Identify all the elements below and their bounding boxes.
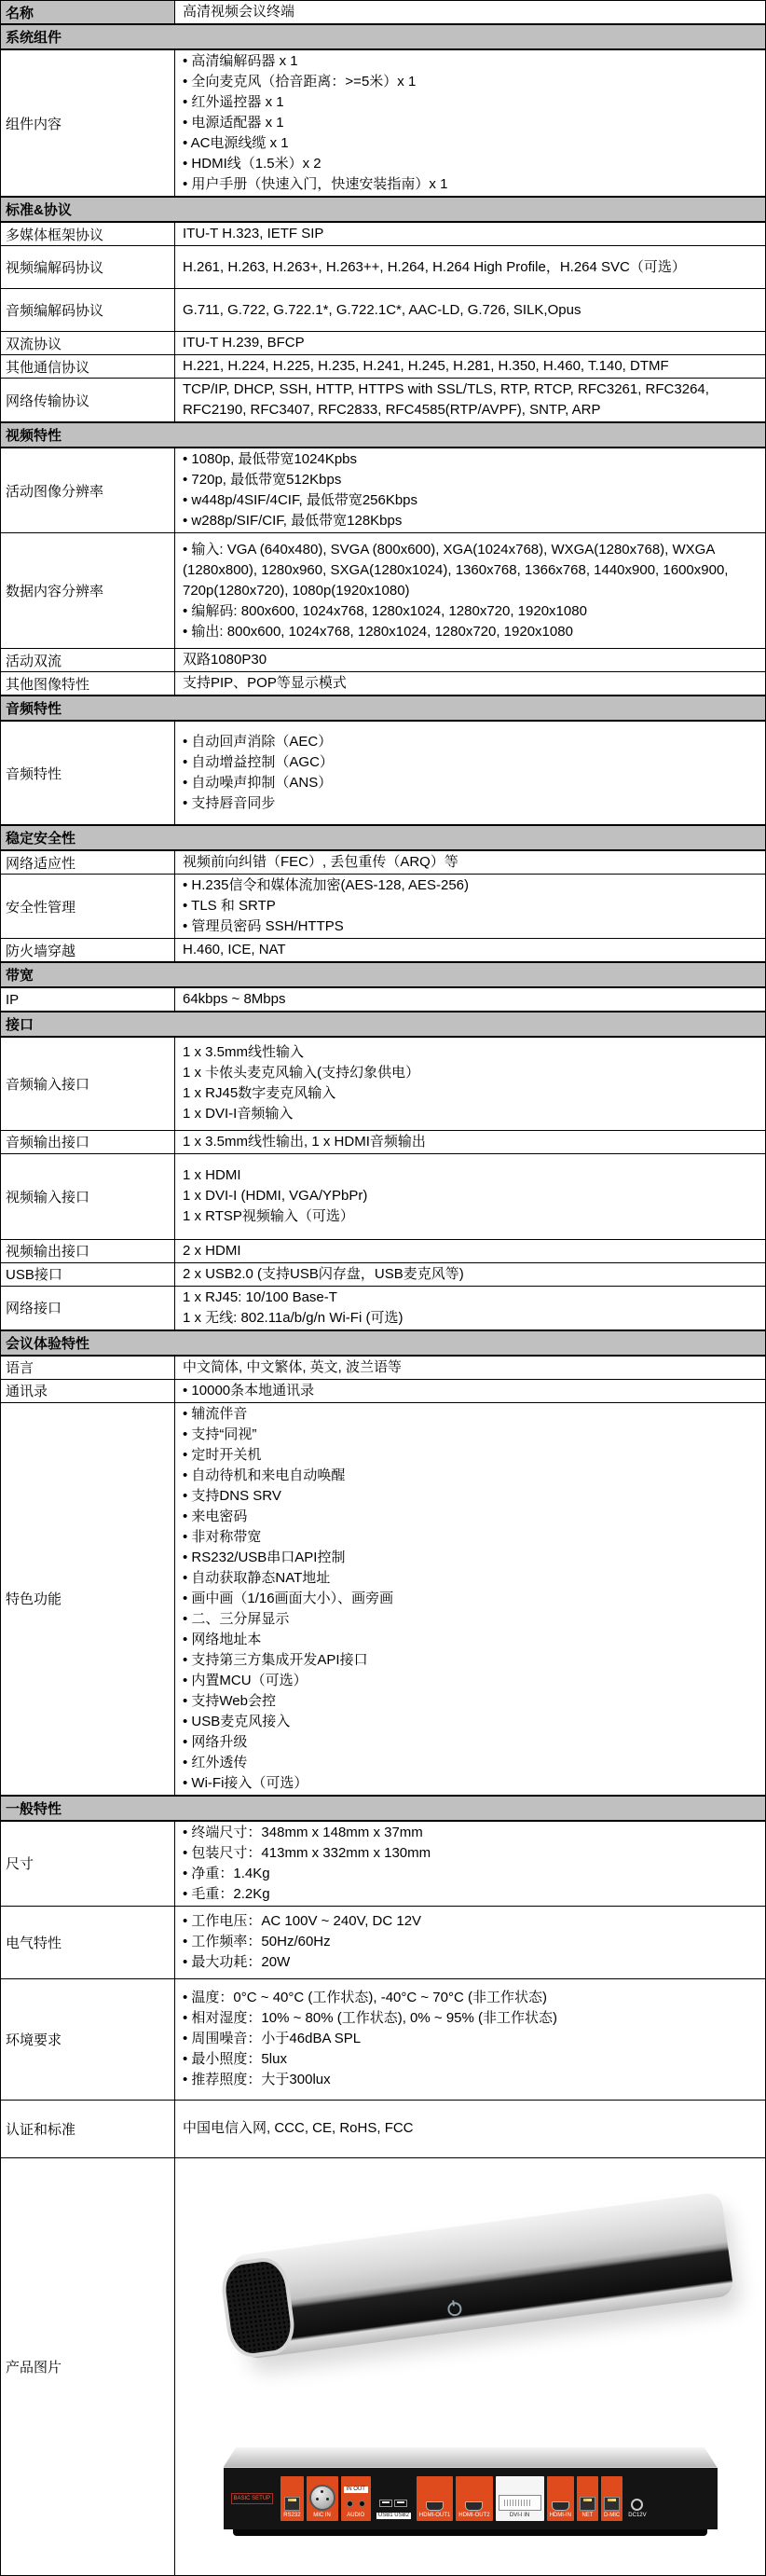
rj45-port-icon bbox=[580, 2497, 595, 2511]
spec-row bbox=[1, 1379, 766, 1402]
spec-row bbox=[1, 2157, 766, 2575]
bullet-line: • 包装尺寸：413mm x 332mm x 130mm bbox=[183, 1843, 758, 1864]
bullet-line: • 支持第三方集成开发API接口 bbox=[183, 1650, 758, 1671]
row-label: 视频编解码协议 bbox=[1, 246, 175, 289]
spec-row bbox=[1, 1978, 766, 2100]
spec-row bbox=[1, 355, 766, 379]
port-d-mic bbox=[601, 2476, 622, 2521]
bullet-line: • HDMI线（1.5米）x 2 bbox=[183, 154, 758, 174]
value-line: H.261, H.263, H.263+, H.263++, H.264, H.264 High Profile，H.264 SVC（可选） bbox=[183, 258, 686, 275]
section-row bbox=[1, 962, 766, 987]
row-label: 电气特性 bbox=[1, 1906, 175, 1978]
spec-row bbox=[1, 332, 766, 355]
row-value bbox=[175, 672, 766, 696]
row-label: 多媒体框架协议 bbox=[1, 222, 175, 246]
rj45-port-icon bbox=[284, 2497, 300, 2511]
hdmi-port-icon bbox=[465, 2501, 483, 2511]
dc-jack-icon bbox=[631, 2499, 643, 2511]
row-label: USB接口 bbox=[1, 1262, 175, 1286]
port-label: HDMI-OUT1 bbox=[418, 2512, 451, 2518]
row-value bbox=[175, 649, 766, 672]
port-label: DVI-I IN bbox=[509, 2512, 530, 2518]
bullet-line: • 网络地址本 bbox=[183, 1630, 758, 1650]
value-line: 中文简体, 中文繁体, 英文, 波兰语等 bbox=[183, 1358, 403, 1375]
product-photo-rear bbox=[224, 2447, 718, 2536]
audio-in-out-label: IN OUT bbox=[344, 2486, 368, 2493]
value-line: 64kbps ~ 8Mbps bbox=[183, 991, 286, 1007]
row-value bbox=[175, 1, 766, 25]
row-label: 语言 bbox=[1, 1356, 175, 1380]
bullet-line: • TLS 和 SRTP bbox=[183, 896, 758, 916]
bullet-line: • 1080p, 最低带宽1024Kpbs bbox=[183, 449, 758, 470]
hdmi-port-icon bbox=[426, 2501, 444, 2511]
row-value bbox=[175, 1130, 766, 1153]
row-label: 音频编解码协议 bbox=[1, 289, 175, 332]
bullet-line: • 非对称带宽 bbox=[183, 1527, 758, 1548]
port-label: DC12V bbox=[628, 2512, 647, 2518]
bullet-line: • 高清编解码器 x 1 bbox=[183, 51, 758, 72]
port-label: NET bbox=[581, 2512, 594, 2518]
bullet-line: • 最大功耗：20W bbox=[183, 1952, 758, 1973]
spec-row bbox=[1, 379, 766, 423]
section-row bbox=[1, 825, 766, 850]
row-label: 组件内容 bbox=[1, 49, 175, 197]
rj45-port-icon bbox=[604, 2497, 620, 2511]
value-line: 1 x RTSP视频输入（可选） bbox=[183, 1208, 354, 1224]
value-line: 1 x 卡侬头麦克风输入(支持幻象供电） bbox=[183, 1065, 420, 1081]
row-value bbox=[175, 1978, 766, 2100]
port-net bbox=[577, 2476, 598, 2521]
bullet-line: • 自动回声消除（AEC） bbox=[183, 732, 758, 752]
row-value bbox=[175, 49, 766, 197]
power-icon bbox=[446, 2301, 462, 2317]
product-image-cell bbox=[175, 2157, 766, 2575]
section-row bbox=[1, 24, 766, 49]
port-label: USB1 USB2 bbox=[377, 2512, 409, 2518]
bullet-line: • 自动噪声抑制（ANS） bbox=[183, 773, 758, 793]
bullet-line: • 支持“同视” bbox=[183, 1425, 758, 1445]
value-line: TCP/IP, DHCP, SSH, HTTP, HTTPS with SSL/TLS, RTP, RTCP, RFC3261, RFC3264, RFC2190, RFC3407, RFC2833, RFC4585(RTP/AVPF), SNTP, ARP bbox=[183, 381, 709, 418]
row-label: 活动图像分辨率 bbox=[1, 448, 175, 533]
value-line: G.711, G.722, G.722.1*, G.722.1C*, AAC-LD, G.726, SILK,Opus bbox=[183, 301, 581, 318]
bullet-line: • 辅流伴音 bbox=[183, 1404, 758, 1425]
bullet-line: • 工作频率：50Hz/60Hz bbox=[183, 1932, 758, 1952]
bullet-line: • 编解码: 800x600, 1024x768, 1280x1024, 1280x720, 1920x1080 bbox=[183, 601, 758, 622]
row-label: 视频输出接口 bbox=[1, 1239, 175, 1262]
row-label: 网络传输协议 bbox=[1, 379, 175, 423]
row-value bbox=[175, 246, 766, 289]
spec-row bbox=[1, 1037, 766, 1130]
bullet-line: • 工作电压：AC 100V ~ 240V, DC 12V bbox=[183, 1911, 758, 1932]
section-row bbox=[1, 696, 766, 721]
spec-row bbox=[1, 875, 766, 939]
section-header: 标准&协议 bbox=[1, 197, 766, 222]
section-header: 会议体验特性 bbox=[1, 1330, 766, 1356]
row-value bbox=[175, 332, 766, 355]
row-value bbox=[175, 1286, 766, 1330]
row-label: 网络接口 bbox=[1, 1286, 175, 1330]
spec-row bbox=[1, 721, 766, 825]
row-value bbox=[175, 289, 766, 332]
bullet-line: • 电源适配器 x 1 bbox=[183, 113, 758, 133]
bullet-line: • H.235信令和媒体流加密(AES-128, AES-256) bbox=[183, 875, 758, 896]
bullet-line: • 网络升级 bbox=[183, 1732, 758, 1753]
bullet-line: • 周围噪音：小于46dBA SPL bbox=[183, 2029, 758, 2049]
row-value bbox=[175, 1239, 766, 1262]
spec-row bbox=[1, 448, 766, 533]
port-hdmi-out2 bbox=[456, 2476, 492, 2521]
row-label: 防火墙穿越 bbox=[1, 939, 175, 963]
row-label: 产品图片 bbox=[1, 2157, 175, 2575]
row-value bbox=[175, 379, 766, 423]
spec-row bbox=[1, 1130, 766, 1153]
bullet-line: • 输入: VGA (640x480), SVGA (800x600), XGA(1024x768), WXGA(1280x768), WXGA (1280x800), 1280x960, SXGA(1280x1024), 1360x768, 1366x768, 1440x900, 1600x900, 720p(1280x720), 1080p(1920x1080) bbox=[183, 540, 758, 601]
row-label: 音频输出接口 bbox=[1, 1130, 175, 1153]
product-photo-front bbox=[191, 2205, 750, 2391]
spec-row bbox=[1, 49, 766, 197]
value-line: 双路1080P30 bbox=[183, 652, 267, 668]
bullet-line: • Wi-Fi接入（可选） bbox=[183, 1773, 758, 1794]
bullet-line: • 10000条本地通讯录 bbox=[183, 1381, 758, 1401]
row-value bbox=[175, 850, 766, 875]
section-row bbox=[1, 197, 766, 222]
row-label: 视频输入接口 bbox=[1, 1153, 175, 1239]
section-header: 系统组件 bbox=[1, 24, 766, 49]
row-value bbox=[175, 1906, 766, 1978]
bullet-line: • 管理员密码 SSH/HTTPS bbox=[183, 916, 758, 937]
value-line: 1 x 3.5mm线性输入 bbox=[183, 1044, 305, 1061]
spec-row bbox=[1, 1906, 766, 1978]
row-label: 网络适应性 bbox=[1, 850, 175, 875]
row-label: 安全性管理 bbox=[1, 875, 175, 939]
bullet-line: • 净重：1.4Kg bbox=[183, 1864, 758, 1884]
spec-row bbox=[1, 1821, 766, 1907]
port-audio bbox=[341, 2476, 371, 2521]
spec-row bbox=[1, 222, 766, 246]
row-label: 数据内容分辨率 bbox=[1, 533, 175, 649]
row-label: 双流协议 bbox=[1, 332, 175, 355]
value-line: 1 x HDMI bbox=[183, 1167, 241, 1183]
bullet-line: • 支持唇音同步 bbox=[183, 793, 758, 814]
bullet-line: • 相对湿度：10% ~ 80% (工作状态), 0% ~ 95% (非工作状态) bbox=[183, 2008, 758, 2029]
bullet-line: • 自动获取静态NAT地址 bbox=[183, 1568, 758, 1589]
section-row bbox=[1, 1796, 766, 1821]
bullet-line: • 红外遥控器 x 1 bbox=[183, 92, 758, 113]
spec-row bbox=[1, 1153, 766, 1239]
row-label: 认证和标准 bbox=[1, 2100, 175, 2157]
bullet-line: • 温度：0°C ~ 40°C (工作状态), -40°C ~ 70°C (非工作状态) bbox=[183, 1988, 758, 2008]
value-line: 1 x DVI-I (HDMI, VGA/YPbPr) bbox=[183, 1188, 368, 1204]
row-label: 特色功能 bbox=[1, 1402, 175, 1796]
value-line: 2 x USB2.0 (支持USB闪存盘，USB麦克风等) bbox=[183, 1265, 464, 1282]
row-value bbox=[175, 1262, 766, 1286]
spec-row bbox=[1, 1286, 766, 1330]
port-hdmi-in bbox=[547, 2476, 574, 2521]
bullet-line: • w448p/4SIF/4CIF, 最低带宽256Kbps bbox=[183, 490, 758, 511]
row-value bbox=[175, 987, 766, 1012]
port-label: MIC IN bbox=[313, 2512, 331, 2518]
port-label: HDMI-IN bbox=[549, 2512, 571, 2518]
rear-panel bbox=[224, 2468, 718, 2529]
row-value bbox=[175, 1153, 766, 1239]
spec-row bbox=[1, 1402, 766, 1796]
value-line: 高清视频会议终端 bbox=[183, 4, 295, 20]
hdmi-port-icon bbox=[552, 2501, 569, 2511]
row-label: 环境要求 bbox=[1, 1978, 175, 2100]
section-header: 一般特性 bbox=[1, 1796, 766, 1821]
spec-row bbox=[1, 987, 766, 1012]
row-value bbox=[175, 939, 766, 963]
row-label: 音频特性 bbox=[1, 721, 175, 825]
row-label: 名称 bbox=[1, 1, 175, 25]
value-line: ITU-T H.239, BFCP bbox=[183, 335, 305, 351]
section-header: 稳定安全性 bbox=[1, 825, 766, 850]
spec-row bbox=[1, 246, 766, 289]
port-label: RS232 bbox=[283, 2512, 301, 2518]
row-value bbox=[175, 222, 766, 246]
bullet-line: • 支持Web会控 bbox=[183, 1691, 758, 1712]
bullet-line: • w288p/SIF/CIF, 最低带宽128Kbps bbox=[183, 511, 758, 531]
value-line: H.221, H.224, H.225, H.235, H.241, H.245, H.281, H.350, H.460, T.140, DTMF bbox=[183, 358, 669, 374]
row-label: 音频输入接口 bbox=[1, 1037, 175, 1130]
row-value bbox=[175, 1037, 766, 1130]
row-value bbox=[175, 1356, 766, 1380]
row-value bbox=[175, 1402, 766, 1796]
value-line: H.460, ICE, NAT bbox=[183, 942, 286, 957]
section-header: 音频特性 bbox=[1, 696, 766, 721]
bullet-line: • USB麦克风接入 bbox=[183, 1712, 758, 1732]
row-value bbox=[175, 533, 766, 649]
value-line: ITU-T H.323, IETF SIP bbox=[183, 226, 324, 241]
section-header: 带宽 bbox=[1, 962, 766, 987]
spec-row bbox=[1, 1356, 766, 1380]
port-rs232 bbox=[280, 2476, 303, 2521]
port-dc12v bbox=[625, 2476, 649, 2521]
section-row bbox=[1, 1330, 766, 1356]
bullet-line: • 定时开关机 bbox=[183, 1445, 758, 1466]
section-header: 接口 bbox=[1, 1012, 766, 1037]
row-label: 活动双流 bbox=[1, 649, 175, 672]
bullet-line: • 毛重：2.2Kg bbox=[183, 1884, 758, 1905]
value-line: 中国电信入网, CCC, CE, RoHS, FCC bbox=[183, 2120, 414, 2136]
port-dvi-in bbox=[496, 2476, 544, 2521]
section-header: 视频特性 bbox=[1, 422, 766, 448]
section-row bbox=[1, 1012, 766, 1037]
bullet-line: • 最小照度：5lux bbox=[183, 2049, 758, 2070]
port-usb bbox=[374, 2476, 414, 2521]
bullet-line: • AC电源线缆 x 1 bbox=[183, 133, 758, 154]
bullet-line: • RS232/USB串口API控制 bbox=[183, 1548, 758, 1568]
device-body bbox=[230, 2191, 733, 2359]
bullet-line: • 输出: 800x600, 1024x768, 1280x1024, 1280x720, 1920x1080 bbox=[183, 622, 758, 642]
xlr-port-icon bbox=[309, 2485, 335, 2511]
dvi-port-icon bbox=[499, 2495, 541, 2511]
row-label: 其他通信协议 bbox=[1, 355, 175, 379]
row-label: 尺寸 bbox=[1, 1821, 175, 1907]
bullet-line: • 用户手册（快速入门，快速安装指南）x 1 bbox=[183, 174, 758, 195]
bullet-line: • 自动待机和来电自动唤醒 bbox=[183, 1466, 758, 1486]
row-value bbox=[175, 448, 766, 533]
bullet-line: • 推荐照度：大于300lux bbox=[183, 2070, 758, 2090]
value-line: 1 x 3.5mm线性输出, 1 x HDMI音频输出 bbox=[183, 1133, 426, 1150]
port-label: D-MIC bbox=[603, 2512, 621, 2518]
port-label: AUDIO bbox=[347, 2512, 365, 2518]
bullet-line: • 来电密码 bbox=[183, 1507, 758, 1527]
device-base bbox=[233, 2529, 707, 2536]
bullet-line: • 二、三分屏显示 bbox=[183, 1609, 758, 1630]
spec-row bbox=[1, 649, 766, 672]
value-line: 1 x RJ45数字麦克风输入 bbox=[183, 1085, 336, 1102]
spec-row bbox=[1, 1262, 766, 1286]
row-value bbox=[175, 721, 766, 825]
spec-row bbox=[1, 1, 766, 25]
value-line: 视频前向纠错（FEC）, 丢包重传（ARQ）等 bbox=[183, 854, 458, 870]
value-line: 支持PIP、POP等显示模式 bbox=[183, 675, 347, 691]
value-line: 2 x HDMI bbox=[183, 1242, 241, 1259]
value-line: 1 x 无线: 802.11a/b/g/n Wi-Fi (可选) bbox=[183, 1309, 404, 1326]
spec-row bbox=[1, 289, 766, 332]
bullet-line: • 支持DNS SRV bbox=[183, 1486, 758, 1507]
spec-row bbox=[1, 1239, 766, 1262]
spec-row bbox=[1, 672, 766, 696]
spec-row bbox=[1, 850, 766, 875]
row-value bbox=[175, 2100, 766, 2157]
bullet-line: • 自动增益控制（AGC） bbox=[183, 752, 758, 773]
port-hdmi-out1 bbox=[417, 2476, 453, 2521]
device-top-edge bbox=[224, 2447, 718, 2468]
product-images bbox=[183, 2205, 758, 2536]
bullet-line: • 画中画（1/16画面大小）、画旁画 bbox=[183, 1589, 758, 1609]
bullet-line: • 终端尺寸：348mm x 148mm x 37mm bbox=[183, 1823, 758, 1843]
spec-row bbox=[1, 533, 766, 649]
port-label: HDMI-OUT2 bbox=[458, 2512, 490, 2518]
row-value bbox=[175, 1821, 766, 1907]
value-line: 1 x DVI-I音频输入 bbox=[183, 1106, 294, 1123]
usb-ports-icon bbox=[378, 2495, 408, 2511]
bullet-line: • 720p, 最低带宽512Kbps bbox=[183, 470, 758, 490]
port-mic-in bbox=[307, 2476, 338, 2521]
row-value bbox=[175, 1379, 766, 1402]
value-line: 1 x RJ45: 10/100 Base-T bbox=[183, 1288, 337, 1305]
audio-jacks-icon bbox=[344, 2495, 368, 2511]
row-label: 其他图像特性 bbox=[1, 672, 175, 696]
row-value bbox=[175, 355, 766, 379]
bullet-line: • 红外透传 bbox=[183, 1753, 758, 1773]
row-value bbox=[175, 875, 766, 939]
row-label: 通讯录 bbox=[1, 1379, 175, 1402]
bullet-line: • 内置MCU（可选） bbox=[183, 1671, 758, 1691]
spec-table-body bbox=[1, 1, 766, 2576]
basic-setup-label: BASIC SETUP bbox=[231, 2493, 274, 2504]
row-label: IP bbox=[1, 987, 175, 1012]
section-row bbox=[1, 422, 766, 448]
bullet-line: • 全向麦克风（拾音距离：>=5米）x 1 bbox=[183, 72, 758, 92]
spec-row bbox=[1, 2100, 766, 2157]
spec-row bbox=[1, 939, 766, 963]
